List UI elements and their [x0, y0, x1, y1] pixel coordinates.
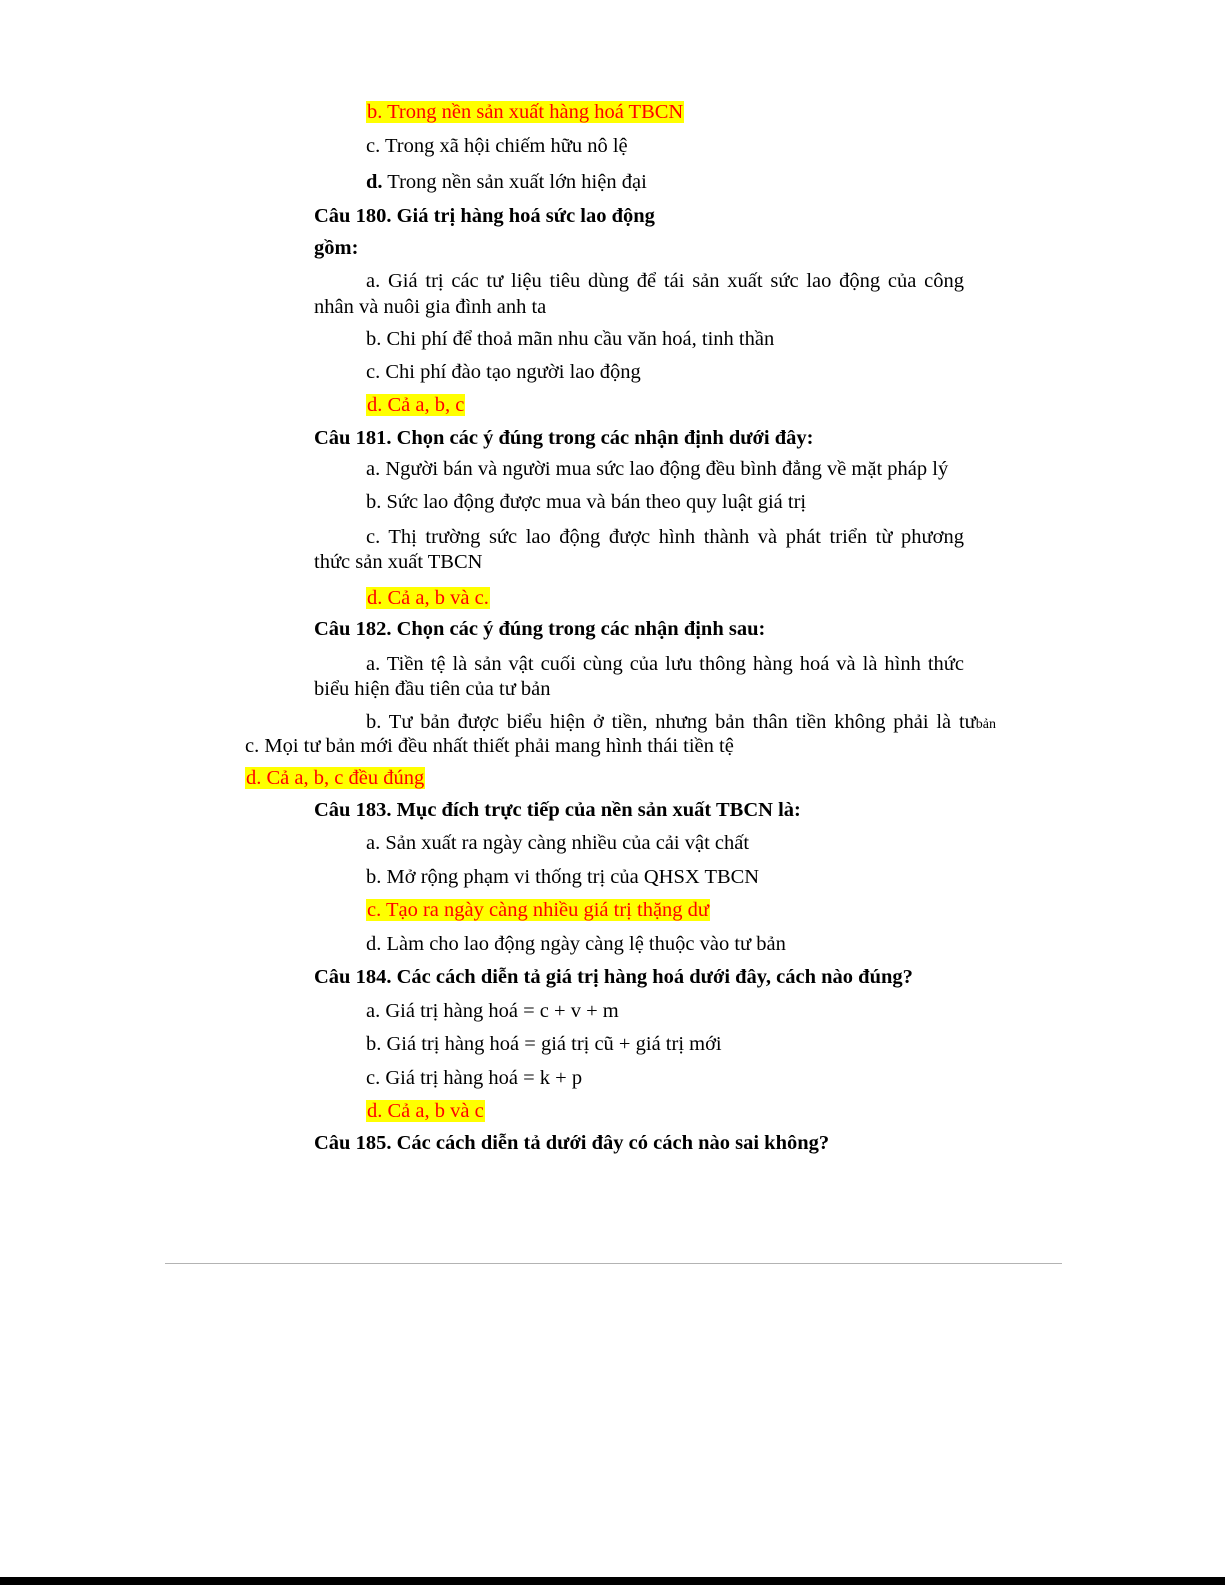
question-heading: Câu 185. Các cách diễn tả dưới đây có cách nào sai không? — [314, 1132, 830, 1154]
option-line: c. Trong xã hội chiếm hữu nô lệ — [366, 135, 628, 157]
option-text: b. Tư bản được biểu hiện ở tiền, nhưng bản thân tiền không phải là tư — [366, 711, 976, 733]
option-line: c. Thị trường sức lao động được hình thành và phát triển từ phương — [366, 526, 964, 548]
option-line: c. Chi phí đào tạo người lao động — [366, 361, 641, 383]
option-line — [366, 169, 647, 195]
option-line: b. Giá trị hàng hoá = giá trị cũ + giá trị mới — [366, 1033, 722, 1055]
viewer-bottom-edge — [0, 1577, 1225, 1585]
answer-highlight: d. Cả a, b và c. — [367, 587, 489, 609]
question-heading: Câu 183. Mục đích trực tiếp của nền sản xuất TBCN là: — [314, 799, 801, 821]
answer-option-highlighted — [366, 99, 684, 125]
answer-highlight: d. Cả a, b, c đều đúng — [246, 767, 425, 789]
option-line: a. Giá trị các tư liệu tiêu dùng để tái sản xuất sức lao động của công — [366, 270, 964, 292]
answer-option-highlighted — [366, 897, 710, 923]
answer-option-highlighted — [245, 765, 425, 791]
answer-highlight: d. Cả a, b và c — [367, 1100, 484, 1122]
question-heading: Câu 180. Giá trị hàng hoá sức lao động — [314, 205, 655, 227]
answer-option-highlighted — [366, 1098, 485, 1124]
option-line: a. Tiền tệ là sản vật cuối cùng của lưu thông hàng hoá và là hình thức — [366, 653, 964, 675]
question-heading: Câu 181. Chọn các ý đúng trong các nhận định dưới đây: — [314, 427, 814, 449]
option-continuation: nhân và nuôi gia đình anh ta — [314, 296, 547, 318]
option-line: a. Sản xuất ra ngày càng nhiều của cải vật chất — [366, 832, 750, 854]
option-line: b. Sức lao động được mua và bán theo quy luật giá trị — [366, 491, 807, 513]
answer-highlight: c. Tạo ra ngày càng nhiều giá trị thặng dư — [367, 899, 710, 921]
option-continuation: biểu hiện đầu tiên của tư bản — [314, 678, 551, 700]
answer-option-highlighted — [366, 585, 490, 611]
question-heading: Câu 184. Các cách diễn tả giá trị hàng hoá dưới đây, cách nào đúng? — [314, 966, 913, 988]
answer-option-highlighted — [366, 392, 465, 418]
option-line: c. Mọi tư bản mới đều nhất thiết phải mang hình thái tiền tệ — [245, 735, 734, 757]
option-continuation: thức sản xuất TBCN — [314, 551, 483, 573]
question-heading-continuation: gồm: — [314, 237, 359, 259]
option-prefix: d. — [366, 171, 383, 193]
option-text-suffix: bản — [975, 717, 996, 732]
option-line: c. Giá trị hàng hoá = k + p — [366, 1067, 583, 1089]
answer-highlight: b. Trong nền sản xuất hàng hoá TBCN — [367, 101, 684, 123]
option-text: Trong nền sản xuất lớn hiện đại — [382, 171, 647, 193]
option-line: d. Làm cho lao động ngày càng lệ thuộc vào tư bản — [366, 933, 786, 955]
option-line: b. Chi phí để thoả mãn nhu cầu văn hoá, tinh thần — [366, 328, 775, 350]
option-line: a. Người bán và người mua sức lao động đều bình đẳng về mặt pháp lý — [366, 458, 949, 480]
page-break-divider — [165, 1263, 1062, 1264]
question-heading: Câu 182. Chọn các ý đúng trong các nhận định sau: — [314, 618, 766, 640]
option-line: b. Mở rộng phạm vi thống trị của QHSX TBCN — [366, 866, 760, 888]
answer-highlight: d. Cả a, b, c — [367, 394, 465, 416]
option-line: a. Giá trị hàng hoá = c + v + m — [366, 1000, 619, 1022]
